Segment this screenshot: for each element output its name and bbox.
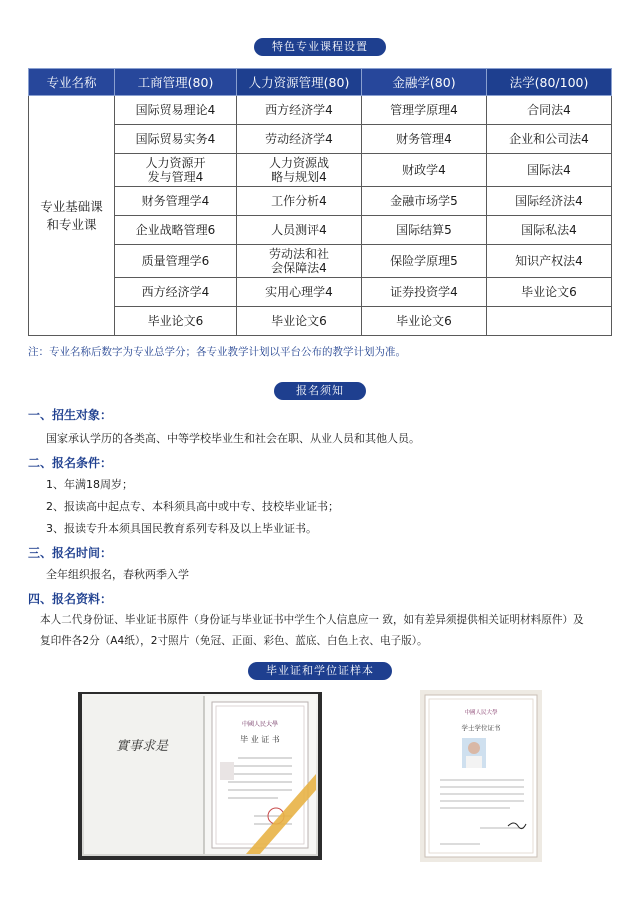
course-cell-human-resources: [237, 216, 362, 245]
course-table-row: [29, 245, 612, 278]
course-cell-human-resources: [237, 278, 362, 307]
course-name: 国际贸易理论4: [135, 103, 216, 117]
course-name: 国际法4: [527, 163, 571, 177]
text-requirement-age: 1、年满18周岁；: [46, 478, 133, 491]
course-table-row: [29, 216, 612, 245]
course-name: 知识产权法4: [515, 254, 583, 268]
course-cell-business-admin: [115, 154, 237, 187]
category-label-line: 专业基础课: [40, 198, 103, 214]
degree-photo-shirt: [466, 756, 482, 768]
course-cell-finance: [362, 187, 487, 216]
course-name: 合同法4: [527, 103, 571, 117]
header-major-name: 专业名称: [29, 69, 115, 96]
table-note: 注：专业名称后数字为专业总学分；各专业教学计划以平台公布的教学计划为准。: [28, 346, 406, 358]
course-name: 实用心理学4: [265, 285, 333, 299]
diploma-title: 毕 业 证 书: [240, 735, 280, 744]
course-cell-law: [487, 245, 612, 278]
course-name: 发与管理4: [147, 170, 204, 184]
diploma-sample-graphic: [78, 686, 322, 862]
course-name: 工作分析4: [271, 194, 327, 208]
course-name: 毕业论文6: [271, 314, 327, 328]
degree-university: 中國人民大學: [464, 710, 498, 716]
course-name: 财政学4: [402, 163, 446, 177]
course-table-row: [29, 307, 612, 336]
text-enrollment-targets: 国家承认学历的各类高、中等学校毕业生和社会在职、从业人员和其他人员。: [46, 432, 420, 445]
course-cell-finance: [362, 216, 487, 245]
course-cell-business-admin: [115, 307, 237, 336]
course-cell-finance: [362, 278, 487, 307]
course-cell-finance: [362, 307, 487, 336]
course-name: 企业和公司法4: [509, 132, 589, 146]
course-name: 毕业论文6: [147, 314, 204, 328]
course-cell-finance: [362, 125, 487, 154]
course-name: 国际结算5: [396, 223, 452, 237]
course-name: 国际经济法4: [515, 194, 583, 208]
course-cell-business-admin: [115, 278, 237, 307]
course-cell-business-admin: [115, 125, 237, 154]
category-label-line: 和专业课: [46, 216, 97, 232]
course-name: 劳动法和社: [268, 247, 329, 261]
course-cell-business-admin: [115, 245, 237, 278]
course-name: 保险学原理5: [390, 254, 458, 268]
course-name: 国际私法4: [521, 223, 577, 237]
category-cell: [29, 96, 115, 336]
course-table-row: [29, 125, 612, 154]
course-name: 管理学原理4: [390, 103, 458, 117]
course-name: 企业战略管理6: [135, 223, 216, 237]
diploma-photo-placeholder: [220, 762, 234, 780]
course-table-row: [29, 278, 612, 307]
degree-photo-face: [468, 742, 480, 754]
course-name: 财务管理学4: [141, 194, 210, 208]
course-cell-finance: [362, 154, 487, 187]
certificates-section-title: 毕业证和学位证样本: [248, 662, 392, 680]
course-name: 劳动经济学4: [265, 132, 333, 146]
course-cell-human-resources: [237, 187, 362, 216]
course-name: 证券投资学4: [390, 285, 458, 299]
registration-section-title: 报名须知: [274, 382, 366, 400]
course-cell-law: [487, 307, 612, 336]
header-business-admin: 工商管理(80): [115, 69, 237, 96]
text-materials-line2: 复印件各2分（A4纸），2寸照片（免冠、正面、彩色、蓝底、白色上衣、电子版）。: [40, 635, 428, 647]
course-table-header: [29, 69, 612, 96]
courses-section-title: 特色专业课程设置: [254, 38, 386, 56]
course-table-row: [29, 154, 612, 187]
course-cell-business-admin: [115, 187, 237, 216]
course-name: 毕业论文6: [521, 285, 577, 299]
heading-materials: 四、报名资料：: [28, 592, 113, 606]
course-cell-law: [487, 125, 612, 154]
header-human-resources: 人力资源管理(80): [237, 69, 362, 96]
course-table-row: [29, 187, 612, 216]
degree-sample: [420, 690, 542, 862]
heading-enrollment-targets: 一、招生对象：: [28, 408, 113, 422]
course-cell-law: [487, 154, 612, 187]
text-requirement-college: 2、报读高中起点专、本科须具高中或中专、技校毕业证书；: [46, 500, 339, 513]
course-name: 国际贸易实务4: [135, 132, 216, 146]
text-requirement-upgrade: 3、报读专升本须具国民教育系列专科及以上毕业证书。: [46, 522, 317, 535]
course-name: 西方经济学4: [141, 285, 210, 299]
diploma-calligraphy: 實事求是: [116, 739, 169, 754]
course-name: 会保障法4: [271, 261, 327, 275]
course-name: 金融市场学5: [390, 194, 458, 208]
header-law: 法学(80/100): [487, 69, 612, 96]
course-name: 西方经济学4: [265, 103, 333, 117]
course-cell-human-resources: [237, 307, 362, 336]
course-name: 质量管理学6: [141, 254, 210, 268]
course-cell-human-resources: [237, 245, 362, 278]
heading-registration-time: 三、报名时间：: [28, 546, 113, 560]
course-name: 人力资源战: [268, 156, 329, 170]
text-materials-line1: 本人二代身份证、毕业证书原件（身份证与毕业证书中学生个人信息应一 致，如有差异须提供相关证明材料原件）及: [40, 614, 584, 626]
degree-title: 学士学位证书: [461, 724, 501, 732]
course-name: 毕业论文6: [396, 314, 452, 328]
course-cell-finance: [362, 245, 487, 278]
diploma-sample: [78, 686, 322, 862]
degree-sample-graphic: [420, 690, 542, 862]
diploma-university: 中國人民大學: [241, 721, 279, 728]
course-cell-law: [487, 96, 612, 125]
course-cell-business-admin: [115, 96, 237, 125]
course-name: 人员测评4: [271, 223, 327, 237]
course-table-row: [29, 96, 612, 125]
text-registration-time: 全年组织报名，春秋两季入学: [46, 568, 189, 581]
course-cell-human-resources: [237, 125, 362, 154]
course-cell-business-admin: [115, 216, 237, 245]
course-table: [28, 68, 612, 336]
course-name: 财务管理4: [396, 132, 452, 146]
course-name: 略与规划4: [271, 170, 327, 184]
course-cell-finance: [362, 96, 487, 125]
course-cell-human-resources: [237, 96, 362, 125]
heading-requirements: 二、报名条件：: [28, 456, 113, 470]
course-cell-human-resources: [237, 154, 362, 187]
header-finance: 金融学(80): [362, 69, 487, 96]
course-cell-law: [487, 216, 612, 245]
course-cell-law: [487, 278, 612, 307]
course-name: 人力资源开: [145, 156, 206, 170]
course-cell-law: [487, 187, 612, 216]
